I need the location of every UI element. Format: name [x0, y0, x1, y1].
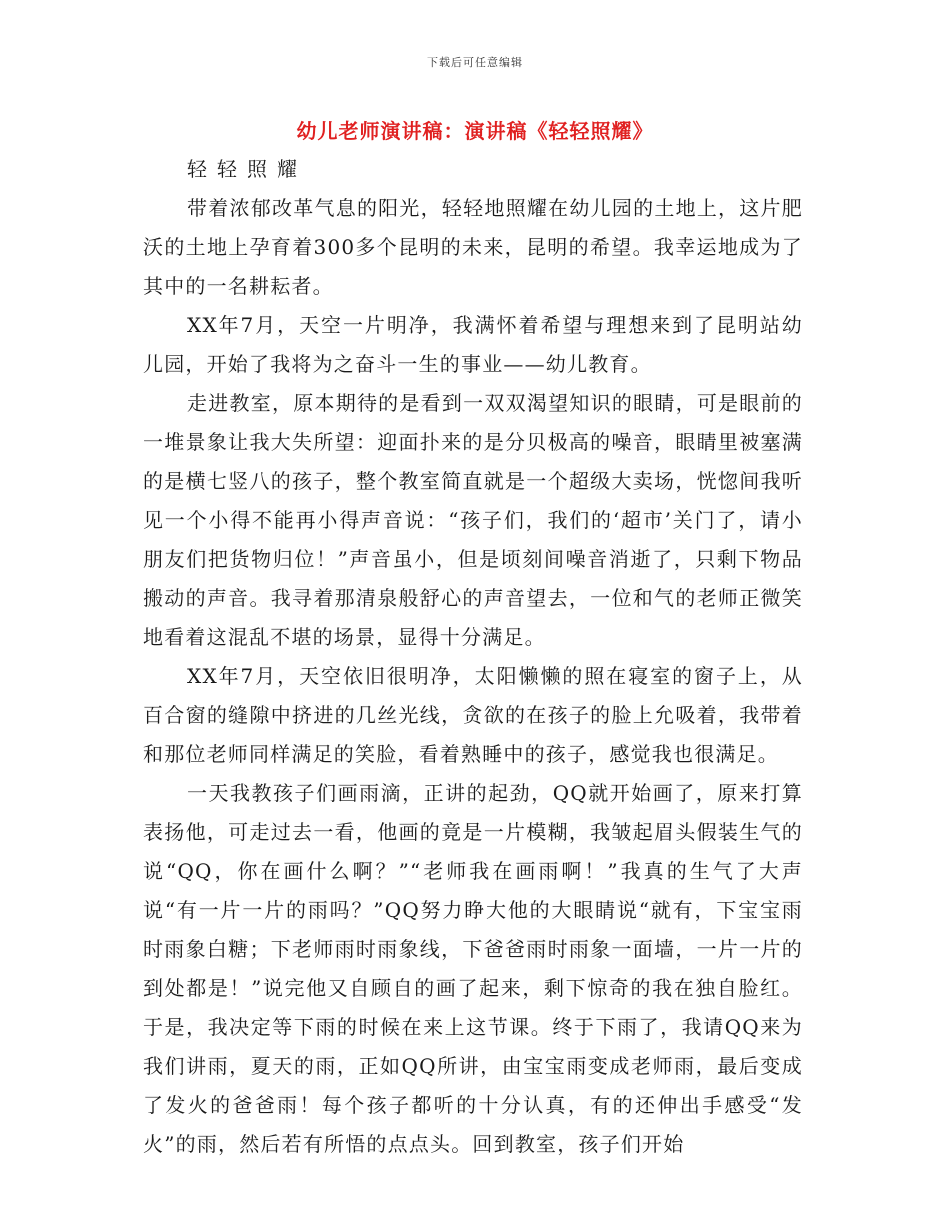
document-body: [143, 150, 803, 1164]
paragraph: XX年7月，天空依旧很明净，太阳懒懒的照在寝室的窗子上，从百合窗的缝隙中挤进的几丝光线，贪欲的在孩子的脸上允吸着，我带着和那位老师同样满足的笑脸，看着熟睡中的孩子，感觉我也很满足。: [143, 664, 803, 766]
header-note: 下载后可任意编辑: [427, 56, 523, 69]
paragraph: 走进教室，原本期待的是看到一双双渴望知识的眼睛，可是眼前的一堆景象让我大失所望：迎面扑来的是分贝极高的噪音，眼睛里被塞满的是横七竖八的孩子，整个教室简直就是一个超级大卖场，恍惚间我听见一个小得不能再小得声音说：“孩子们，我们的‘超市’关门了，请小朋友们把货物归位！”声音虽小，但是顷刻间噪音消逝了，只剩下物品搬动的声音。我寻着那清泉般舒心的声音望去，一位和气的老师正微笑地看着这混乱不堪的场景，显得十分满足。: [143, 391, 803, 649]
paragraph: XX年7月，天空一片明净，我满怀着希望与理想来到了昆明站幼儿园，开始了我将为之奋斗一生的事业——幼儿教育。: [143, 313, 803, 376]
document-subtitle: 轻轻照耀: [187, 157, 307, 181]
paragraph: 带着浓郁改革气息的阳光，轻轻地照耀在幼儿园的土地上，这片肥沃的土地上孕育着300多个昆明的未来，昆明的希望。我幸运地成为了其中的一名耕耘者。: [143, 196, 803, 298]
paragraph: 一天我教孩子们画雨滴，正讲的起劲，QQ就开始画了，原来打算表扬他，可走过去一看，他画的竟是一片模糊，我皱起眉头假装生气的说“QQ，你在画什么啊？”“老师我在画雨啊！”我真的生气了大声说“有一片一片的雨吗？”QQ努力睁大他的大眼睛说“就有，下宝宝雨时雨象白糖；下老师雨时雨象线，下爸爸雨时雨象一面墙，一片一片的到处都是！”说完他又自顾自的画了起来，剩下惊奇的我在独自脸红。于是，我决定等下雨的时候在来上这节课。终于下雨了，我请QQ来为我们讲雨，夏天的雨，正如QQ所讲，由宝宝雨变成老师雨，最后变成了发火的爸爸雨！每个孩子都听的十分认真，有的还伸出手感受“发火”的雨，然后若有所悟的点点头。回到教室，孩子们开始: [143, 781, 803, 1156]
document-title: 幼儿老师演讲稿：演讲稿《轻轻照耀》: [296, 119, 654, 143]
